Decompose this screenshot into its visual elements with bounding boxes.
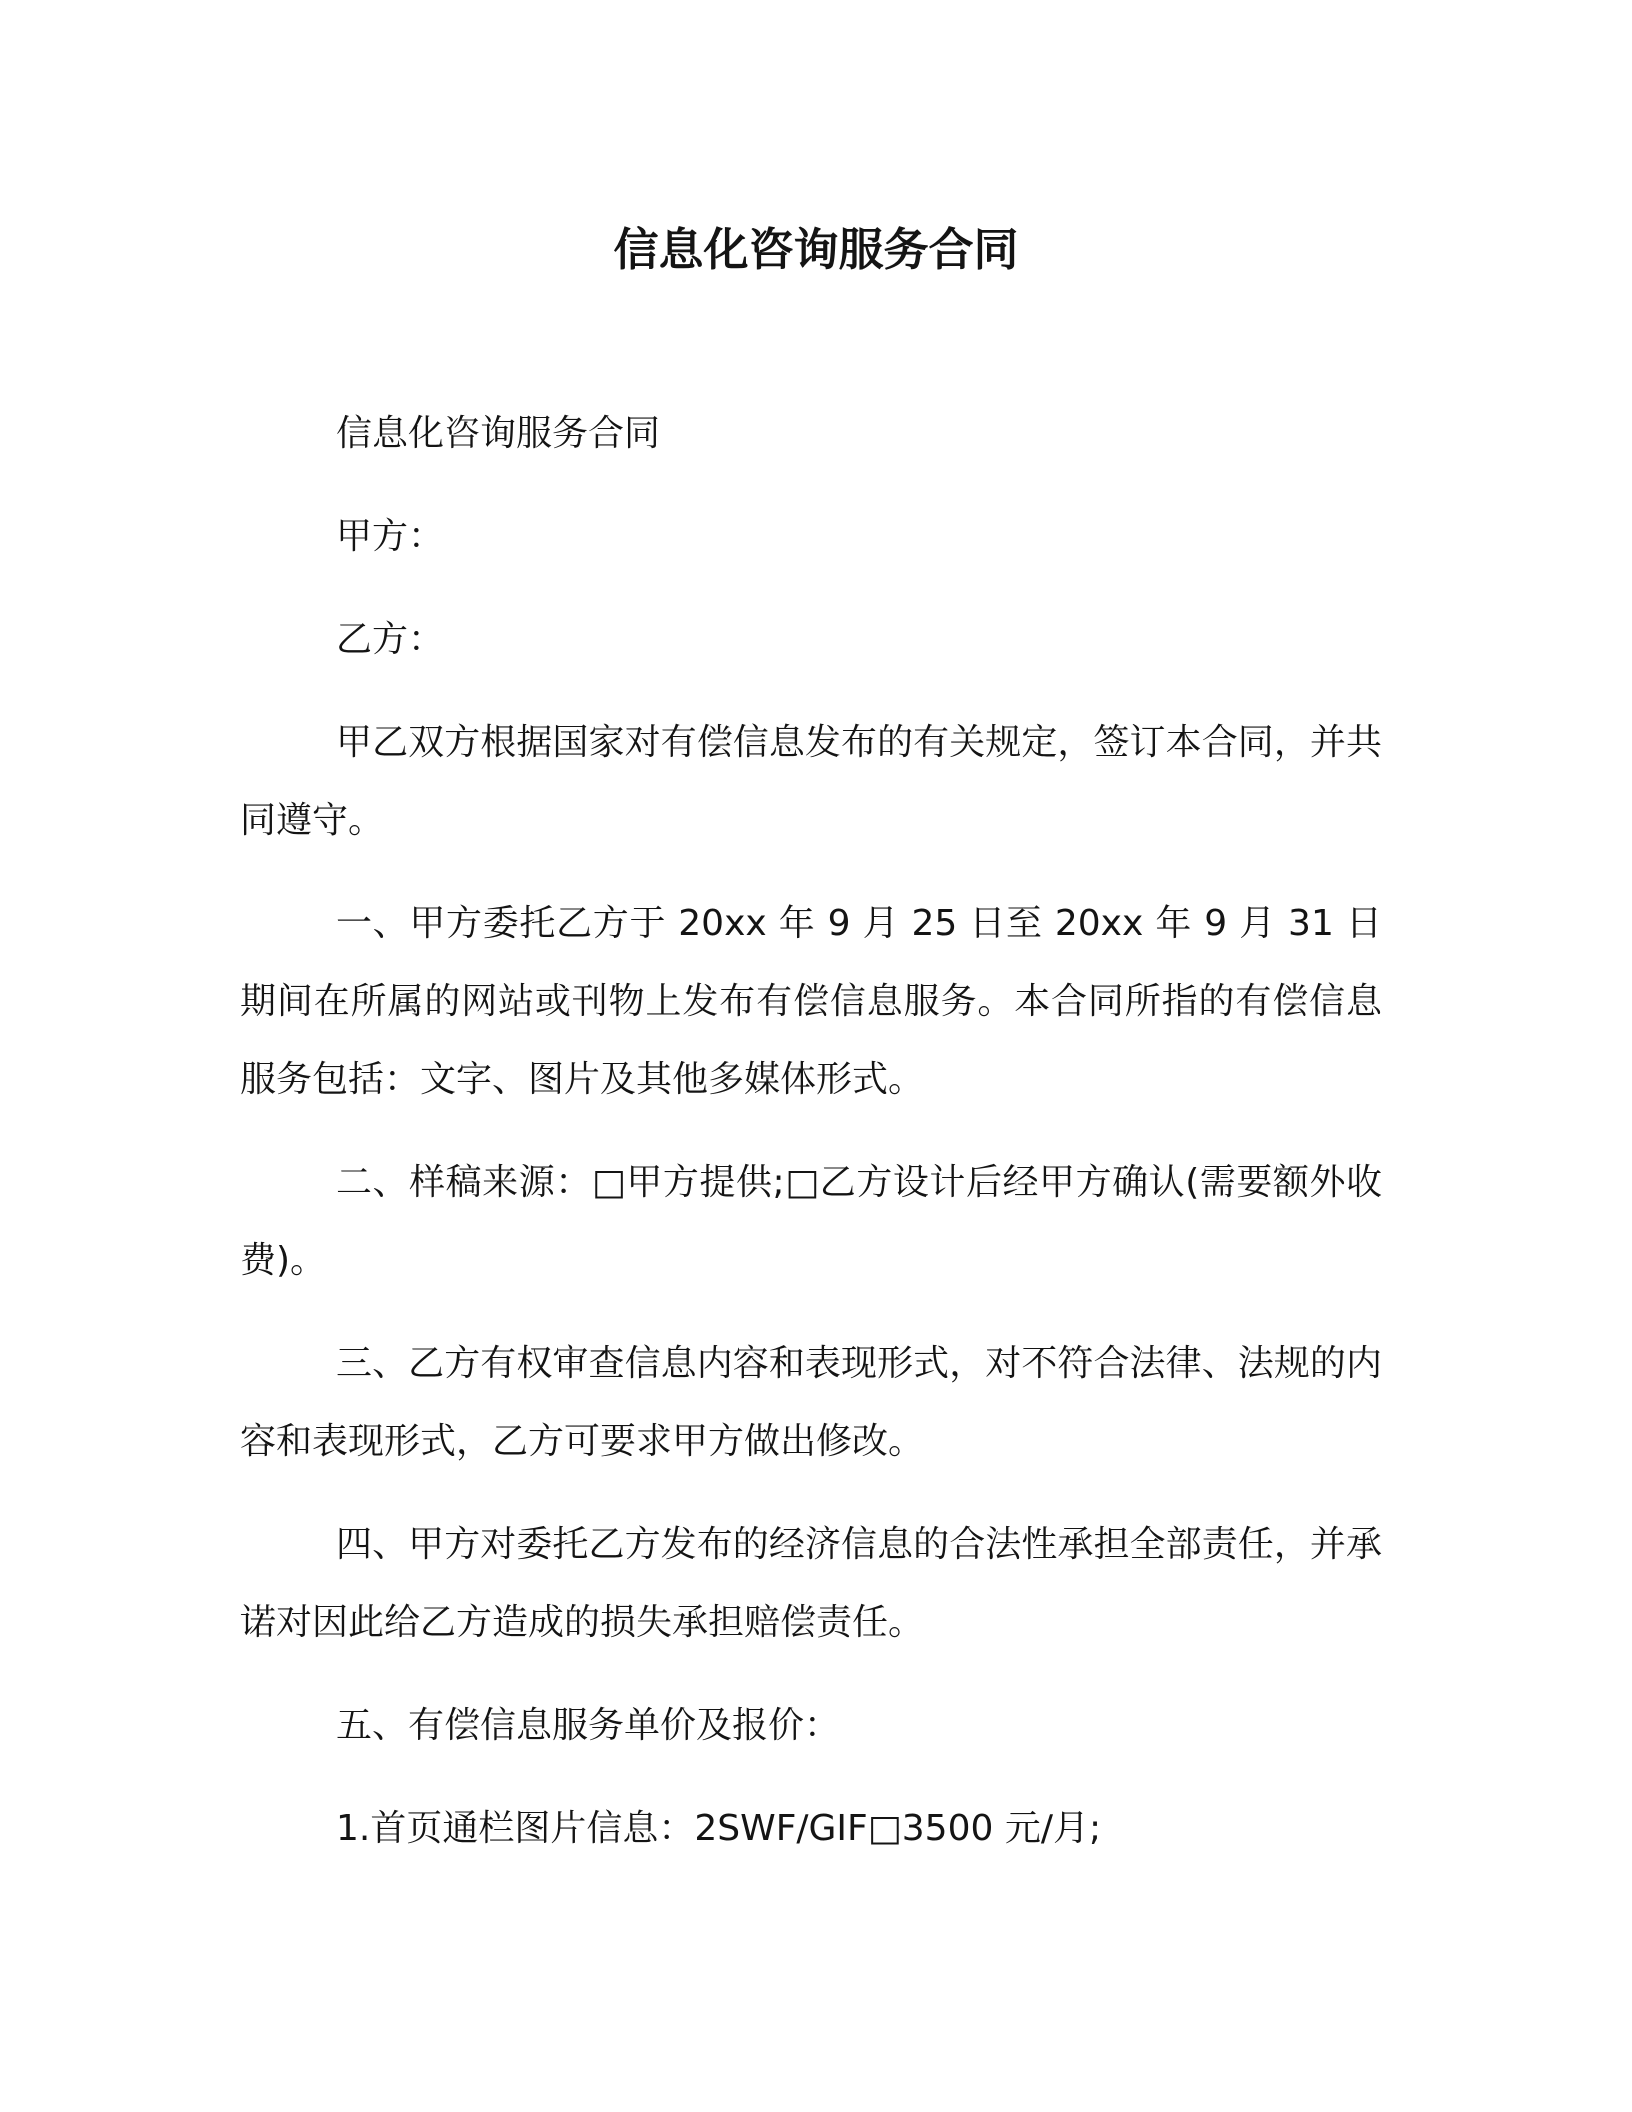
document-title: 信息化咨询服务合同 [613, 223, 1019, 276]
paragraph-clause-5-item-1: 1.首页通栏图片信息：2SWF/GIF□3500 元/月; [336, 1808, 1102, 1849]
paragraph-subtitle: 信息化咨询服务合同 [336, 413, 661, 454]
paragraph-clause-5: 五、有偿信息服务单价及报价： [336, 1705, 841, 1746]
paragraph-clause-3: 三、乙方有权审查信息内容和表现形式，对不符合法律、法规的内容和表现形式，乙方可要求甲方做出修改。 [240, 1343, 1382, 1462]
paragraph-clause-2: 二、样稿来源：□甲方提供;□乙方设计后经甲方确认(需要额外收费)。 [240, 1162, 1382, 1281]
paragraph-preamble: 甲乙双方根据国家对有偿信息发布的有关规定，签订本合同，并共同遵守。 [240, 722, 1382, 841]
paragraph-party-a: 甲方： [336, 516, 445, 557]
paragraph-clause-4: 四、甲方对委托乙方发布的经济信息的合法性承担全部责任，并承诺对因此给乙方造成的损失承担赔偿责任。 [240, 1524, 1382, 1643]
paragraph-clause-1: 一、甲方委托乙方于 20xx 年 9 月 25 日至 20xx 年 9 月 31 日期间在所属的网站或刊物上发布有偿信息服务。本合同所指的有偿信息服务包括：文字、图片及其他多媒体形式。 [240, 903, 1382, 1100]
paragraph-party-b: 乙方： [336, 619, 445, 660]
document-body [240, 395, 1382, 1893]
